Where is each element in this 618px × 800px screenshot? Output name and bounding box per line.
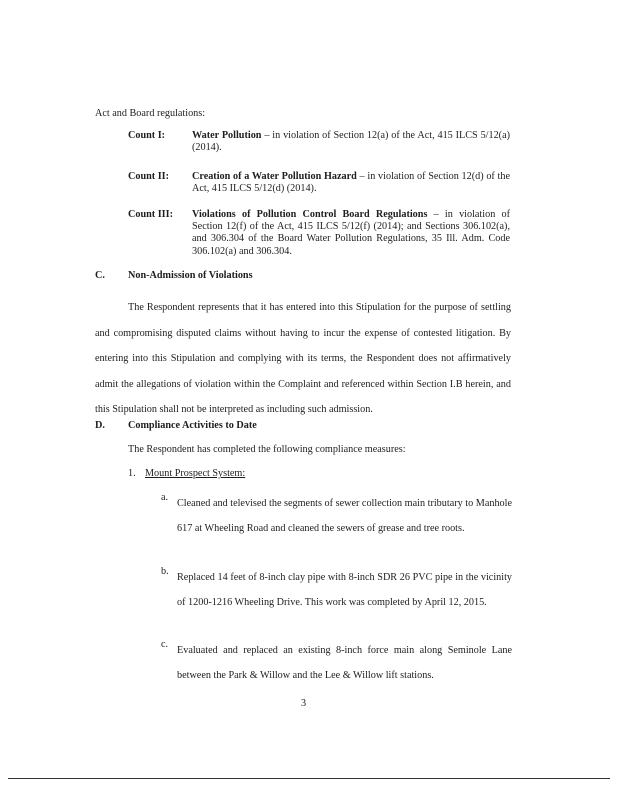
count-2-text: Creation of a Water Pollution Hazard – in violation of Section 12(d) of the Act, 415 ILCS 5/12(d) (2014). xyxy=(192,171,511,195)
section-d-intro: The Respondent has completed the following compliance measures: xyxy=(128,444,406,455)
section-d-heading: Compliance Activities to Date xyxy=(128,420,257,431)
count-3-label: Count III: xyxy=(128,209,174,220)
intro-line: Act and Board regulations: xyxy=(95,108,206,119)
count-1-label: Count I: xyxy=(128,130,166,141)
count-3-text: Violations of Pollution Control Board Regulations – in violation of Section 12(f) of the Act, 415 ILCS 5/12(f) (2014); and Sections 306.102(a), and 306.304 of the Board Water Pollution Regulations, 35 Ill. Adm. Code 306.102(a) and 306.304. xyxy=(192,209,510,257)
count-1-text: Water Pollution – in violation of Section 12(a) of the Act, 415 ILCS 5/12(a) (2014). xyxy=(192,130,510,154)
item-1-number: 1. xyxy=(128,468,136,479)
page-bottom-rule xyxy=(8,778,610,779)
item-1-title: Mount Prospect System: xyxy=(145,468,246,479)
subitem-c-text: Evaluated and replaced an existing 8-inch force main along Seminole Lane between the Park & Willow and the Lee & Willow lift stations. xyxy=(177,645,512,681)
subitem-a-letter: a. xyxy=(161,492,169,503)
section-c-heading: Non-Admission of Violations xyxy=(128,270,253,281)
page-number: 3 xyxy=(301,698,307,709)
section-d-letter: D. xyxy=(95,420,105,431)
subitem-a-text: Cleaned and televised the segments of sewer collection main tributary to Manhole 617 at Wheeling Road and cleaned the sewers of grease and tree roots. xyxy=(177,498,512,534)
subitem-c-letter: c. xyxy=(161,639,169,650)
count-2-label: Count II: xyxy=(128,171,170,182)
section-c-paragraph: The Respondent represents that it has entered into this Stipulation for the purpose of settling and compromising disputed claims without having to incur the expense of contested litigation. By entering into this Stipulation and complying with its terms, the Respondent does not affirmatively admit the allegations of violation within the Complaint and referenced within Section I.B herein, and this Stipulation shall not be interpreted as including such admission. xyxy=(95,302,511,415)
section-c-letter: C. xyxy=(95,270,105,281)
subitem-b-letter: b. xyxy=(161,566,169,577)
subitem-b-text: Replaced 14 feet of 8-inch clay pipe with 8-inch SDR 26 PVC pipe in the vicinity of 1200-1216 Wheeling Drive. This work was completed by April 12, 2015. xyxy=(177,572,512,608)
